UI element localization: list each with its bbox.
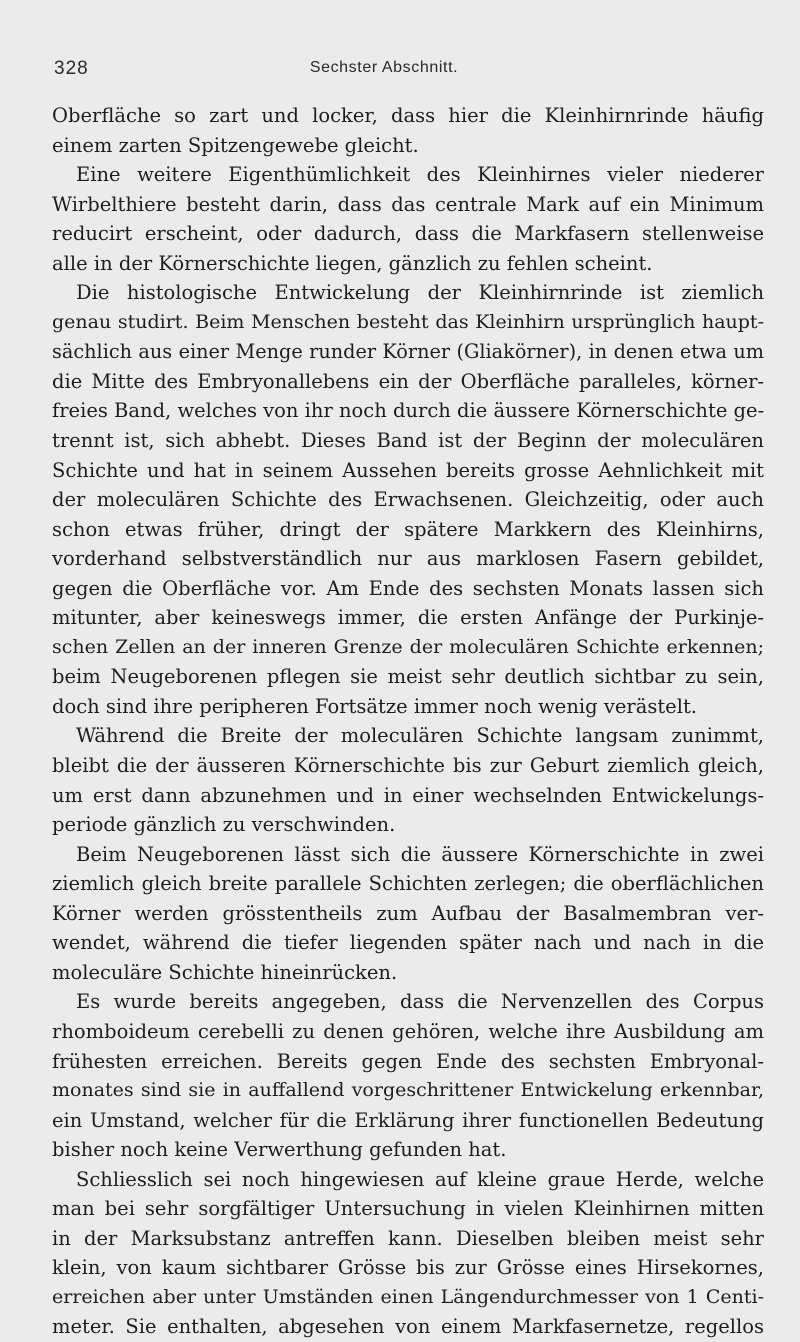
page-number: 328 xyxy=(54,58,89,79)
text-line: meter. Sie enthalten, abgesehen von einem Markfasernetze, regellos xyxy=(52,1315,764,1339)
text-line: Schliesslich sei noch hingewiesen auf kleine graue Herde, welche xyxy=(76,1167,764,1191)
text-line: schon etwas früher, dringt der spätere Markkern des Kleinhirns, xyxy=(52,517,764,541)
text-line: in der Marksubstanz antreffen kann. Dieselben bleiben meist sehr xyxy=(52,1226,764,1250)
text-line: ein Umstand, welcher für die Erklärung ihrer functionellen Bedeutung xyxy=(52,1108,764,1132)
text-line: moleculäre Schichte hineinrücken. xyxy=(52,960,398,984)
text-line: monates sind sie in auffallend vorgeschrittener Entwickelung erkennbar, xyxy=(52,1079,764,1102)
text-line: die Mitte des Embryonallebens ein der Oberfläche paralleles, körner- xyxy=(52,369,764,393)
text-line: Es wurde bereits angegeben, dass die Nervenzellen des Corpus xyxy=(76,990,764,1014)
text-line: vorderhand selbstverständlich nur aus marklosen Fasern gebildet, xyxy=(52,547,764,571)
text-line: doch sind ihre peripheren Fortsätze immer noch wenig verästelt. xyxy=(52,694,697,718)
text-line: Schichte und hat in seinem Aussehen bereits grosse Aehnlichkeit mit xyxy=(52,458,764,482)
text-line: Körner werden grösstentheils zum Aufbau der Basalmembran ver- xyxy=(52,901,764,925)
text-line: gegen die Oberfläche vor. Am Ende des sechsten Monats lassen sich xyxy=(52,576,764,600)
text-line: frühesten erreichen. Bereits gegen Ende des sechsten Embryonal- xyxy=(52,1049,764,1073)
text-line: genau studirt. Beim Menschen besteht das Kleinhirn ursprünglich haupt- xyxy=(52,310,764,333)
text-line: ziemlich gleich breite parallele Schichten zerlegen; die oberflächlichen xyxy=(52,872,764,896)
text-line: einem zarten Spitzengewebe gleicht. xyxy=(52,133,419,157)
text-line: mitunter, aber keineswegs immer, die ersten Anfänge der Purkinje- xyxy=(52,606,764,630)
text-line: alle in der Körnerschichte liegen, gänzlich zu fehlen scheint. xyxy=(52,251,653,275)
text-line: bisher noch keine Verwerthung gefunden hat. xyxy=(52,1138,507,1162)
page-header xyxy=(54,58,714,84)
text-line: klein, von kaum sichtbarer Grösse bis zur Grösse eines Hirsekornes, xyxy=(52,1256,764,1280)
text-line: rhomboideum cerebelli zu denen gehören, welche ihre Ausbildung am xyxy=(52,1019,764,1043)
text-line: wendet, während die tiefer liegenden später nach und nach in die xyxy=(52,931,764,955)
text-line: trennt ist, sich abhebt. Dieses Band ist der Beginn der moleculären xyxy=(52,429,764,453)
text-line: freies Band, welches von ihr noch durch die äussere Körnerschichte ge- xyxy=(52,399,764,423)
text-line: Wirbelthiere besteht darin, dass das centrale Mark auf ein Minimum xyxy=(52,192,764,216)
text-line: der moleculären Schichte des Erwachsenen. Gleichzeitig, oder auch xyxy=(52,488,764,512)
text-line: reducirt erscheint, oder dadurch, dass die Markfasern stellenweise xyxy=(52,222,764,246)
text-line: Die histologische Entwickelung der Kleinhirnrinde ist ziemlich xyxy=(76,281,764,305)
text-line: man bei sehr sorgfältiger Untersuchung in vielen Kleinhirnen mitten xyxy=(52,1197,764,1221)
text-line: periode gänzlich zu verschwinden. xyxy=(52,813,396,837)
text-line: sächlich aus einer Menge runder Körner (Gliakörner), in denen etwa um xyxy=(52,340,764,364)
text-line: Oberfläche so zart und locker, dass hier die Kleinhirnrinde häufig xyxy=(52,104,764,127)
text-line: Beim Neugeborenen lässt sich die äussere Körnerschichte in zwei xyxy=(76,842,764,866)
text-line: schen Zellen an der inneren Grenze der moleculären Schichte erkennen; xyxy=(52,635,764,658)
running-head: Sechster Abschnitt. xyxy=(309,59,459,76)
text-line: erreichen aber unter Umständen einen Längendurchmesser von 1 Centi- xyxy=(52,1285,764,1308)
text-line: Während die Breite der moleculären Schichte langsam zunimmt, xyxy=(76,724,764,748)
text-line: um erst dann abzunehmen und in einer wechselnden Entwickelungs- xyxy=(52,783,764,807)
text-line: bleibt die der äusseren Körnerschichte bis zur Geburt ziemlich gleich, xyxy=(52,754,764,778)
text-line: Eine weitere Eigenthümlichkeit des Kleinhirnes vieler niederer xyxy=(76,163,764,187)
body-text xyxy=(52,101,764,1342)
text-line: beim Neugeborenen pflegen sie meist sehr deutlich sichtbar zu sein, xyxy=(52,665,764,689)
